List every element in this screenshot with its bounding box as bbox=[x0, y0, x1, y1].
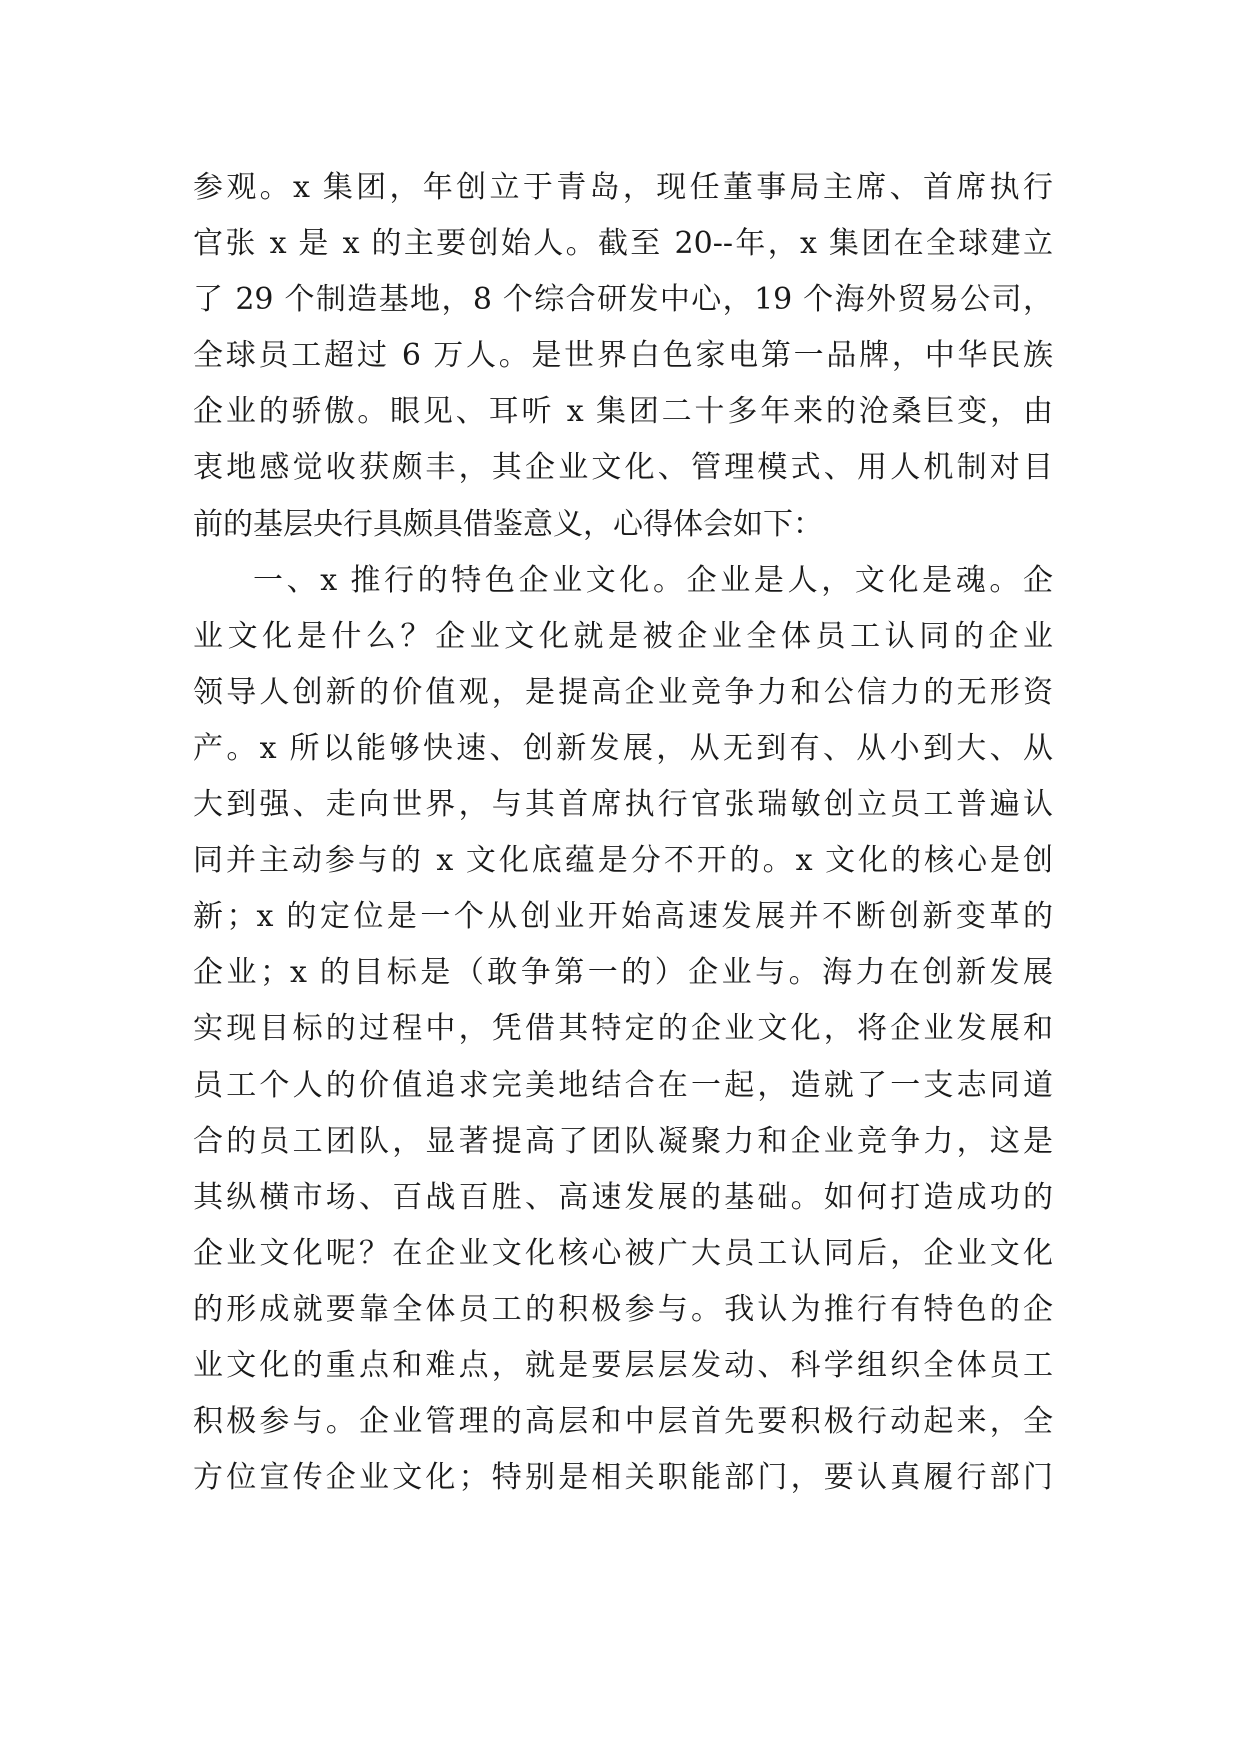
text-line: 领导人创新的价值观，是提高企业竞争力和公信力的无形资 bbox=[193, 674, 1053, 710]
text-line: 企业文化呢？在企业文化核心被广大员工认同后，企业文化 bbox=[193, 1235, 1053, 1271]
text-line: 实现目标的过程中，凭借其特定的企业文化，将企业发展和 bbox=[193, 1011, 1053, 1047]
text-line: 大到强、走向世界，与其首席执行官张瑞敏创立员工普遍认 bbox=[193, 787, 1053, 823]
text-line: 了 29 个制造基地，8 个综合研发中心，19 个海外贸易公司， bbox=[193, 282, 1053, 318]
paragraph-first-line: 一、x 推行的特色企业文化。企业是人，文化是魂。企 bbox=[253, 562, 1053, 598]
text-line: 同并主动参与的 x 文化底蕴是分不开的。x 文化的核心是创 bbox=[193, 843, 1053, 879]
text-line: 官张 x 是 x 的主要创始人。截至 20--年，x 集团在全球建立 bbox=[193, 226, 1053, 262]
text-line: 产。x 所以能够快速、创新发展，从无到有、从小到大、从 bbox=[193, 730, 1053, 766]
text-line: 合的员工团队，显著提高了团队凝聚力和企业竞争力，这是 bbox=[193, 1123, 1053, 1159]
text-line: 员工个人的价值追求完美地结合在一起，造就了一支志同道 bbox=[193, 1067, 1053, 1103]
text-line: 企业；x 的目标是（敢争第一的）企业与。海力在创新发展 bbox=[193, 955, 1053, 991]
text-line: 业文化是什么？企业文化就是被企业全体员工认同的企业 bbox=[193, 618, 1053, 654]
text-line: 参观。x 集团，年创立于青岛，现任董事局主席、首席执行 bbox=[193, 170, 1053, 205]
text-line: 衷地感觉收获颇丰，其企业文化、管理模式、用人机制对目 bbox=[193, 450, 1053, 486]
text-line: 其纵横市场、百战百胜、高速发展的基础。如何打造成功的 bbox=[193, 1179, 1053, 1215]
text-line: 的形成就要靠全体员工的积极参与。我认为推行有特色的企 bbox=[193, 1291, 1053, 1327]
text-line: 前的基层央行具颇具借鉴意义，心得体会如下： bbox=[193, 506, 823, 542]
text-line: 积极参与。企业管理的高层和中层首先要积极行动起来，全 bbox=[193, 1404, 1053, 1440]
text-line: 新；x 的定位是一个从创业开始高速发展并不断创新变革的 bbox=[193, 899, 1053, 935]
text-line: 业文化的重点和难点，就是要层层发动、科学组织全体员工 bbox=[193, 1347, 1053, 1383]
body-text bbox=[193, 160, 1053, 1506]
text-line: 企业的骄傲。眼见、耳听 x 集团二十多年来的沧桑巨变，由 bbox=[193, 394, 1053, 430]
text-line: 方位宣传企业文化；特别是相关职能部门，要认真履行部门 bbox=[193, 1460, 1053, 1496]
text-line: 全球员工超过 6 万人。是世界白色家电第一品牌，中华民族 bbox=[193, 338, 1053, 374]
